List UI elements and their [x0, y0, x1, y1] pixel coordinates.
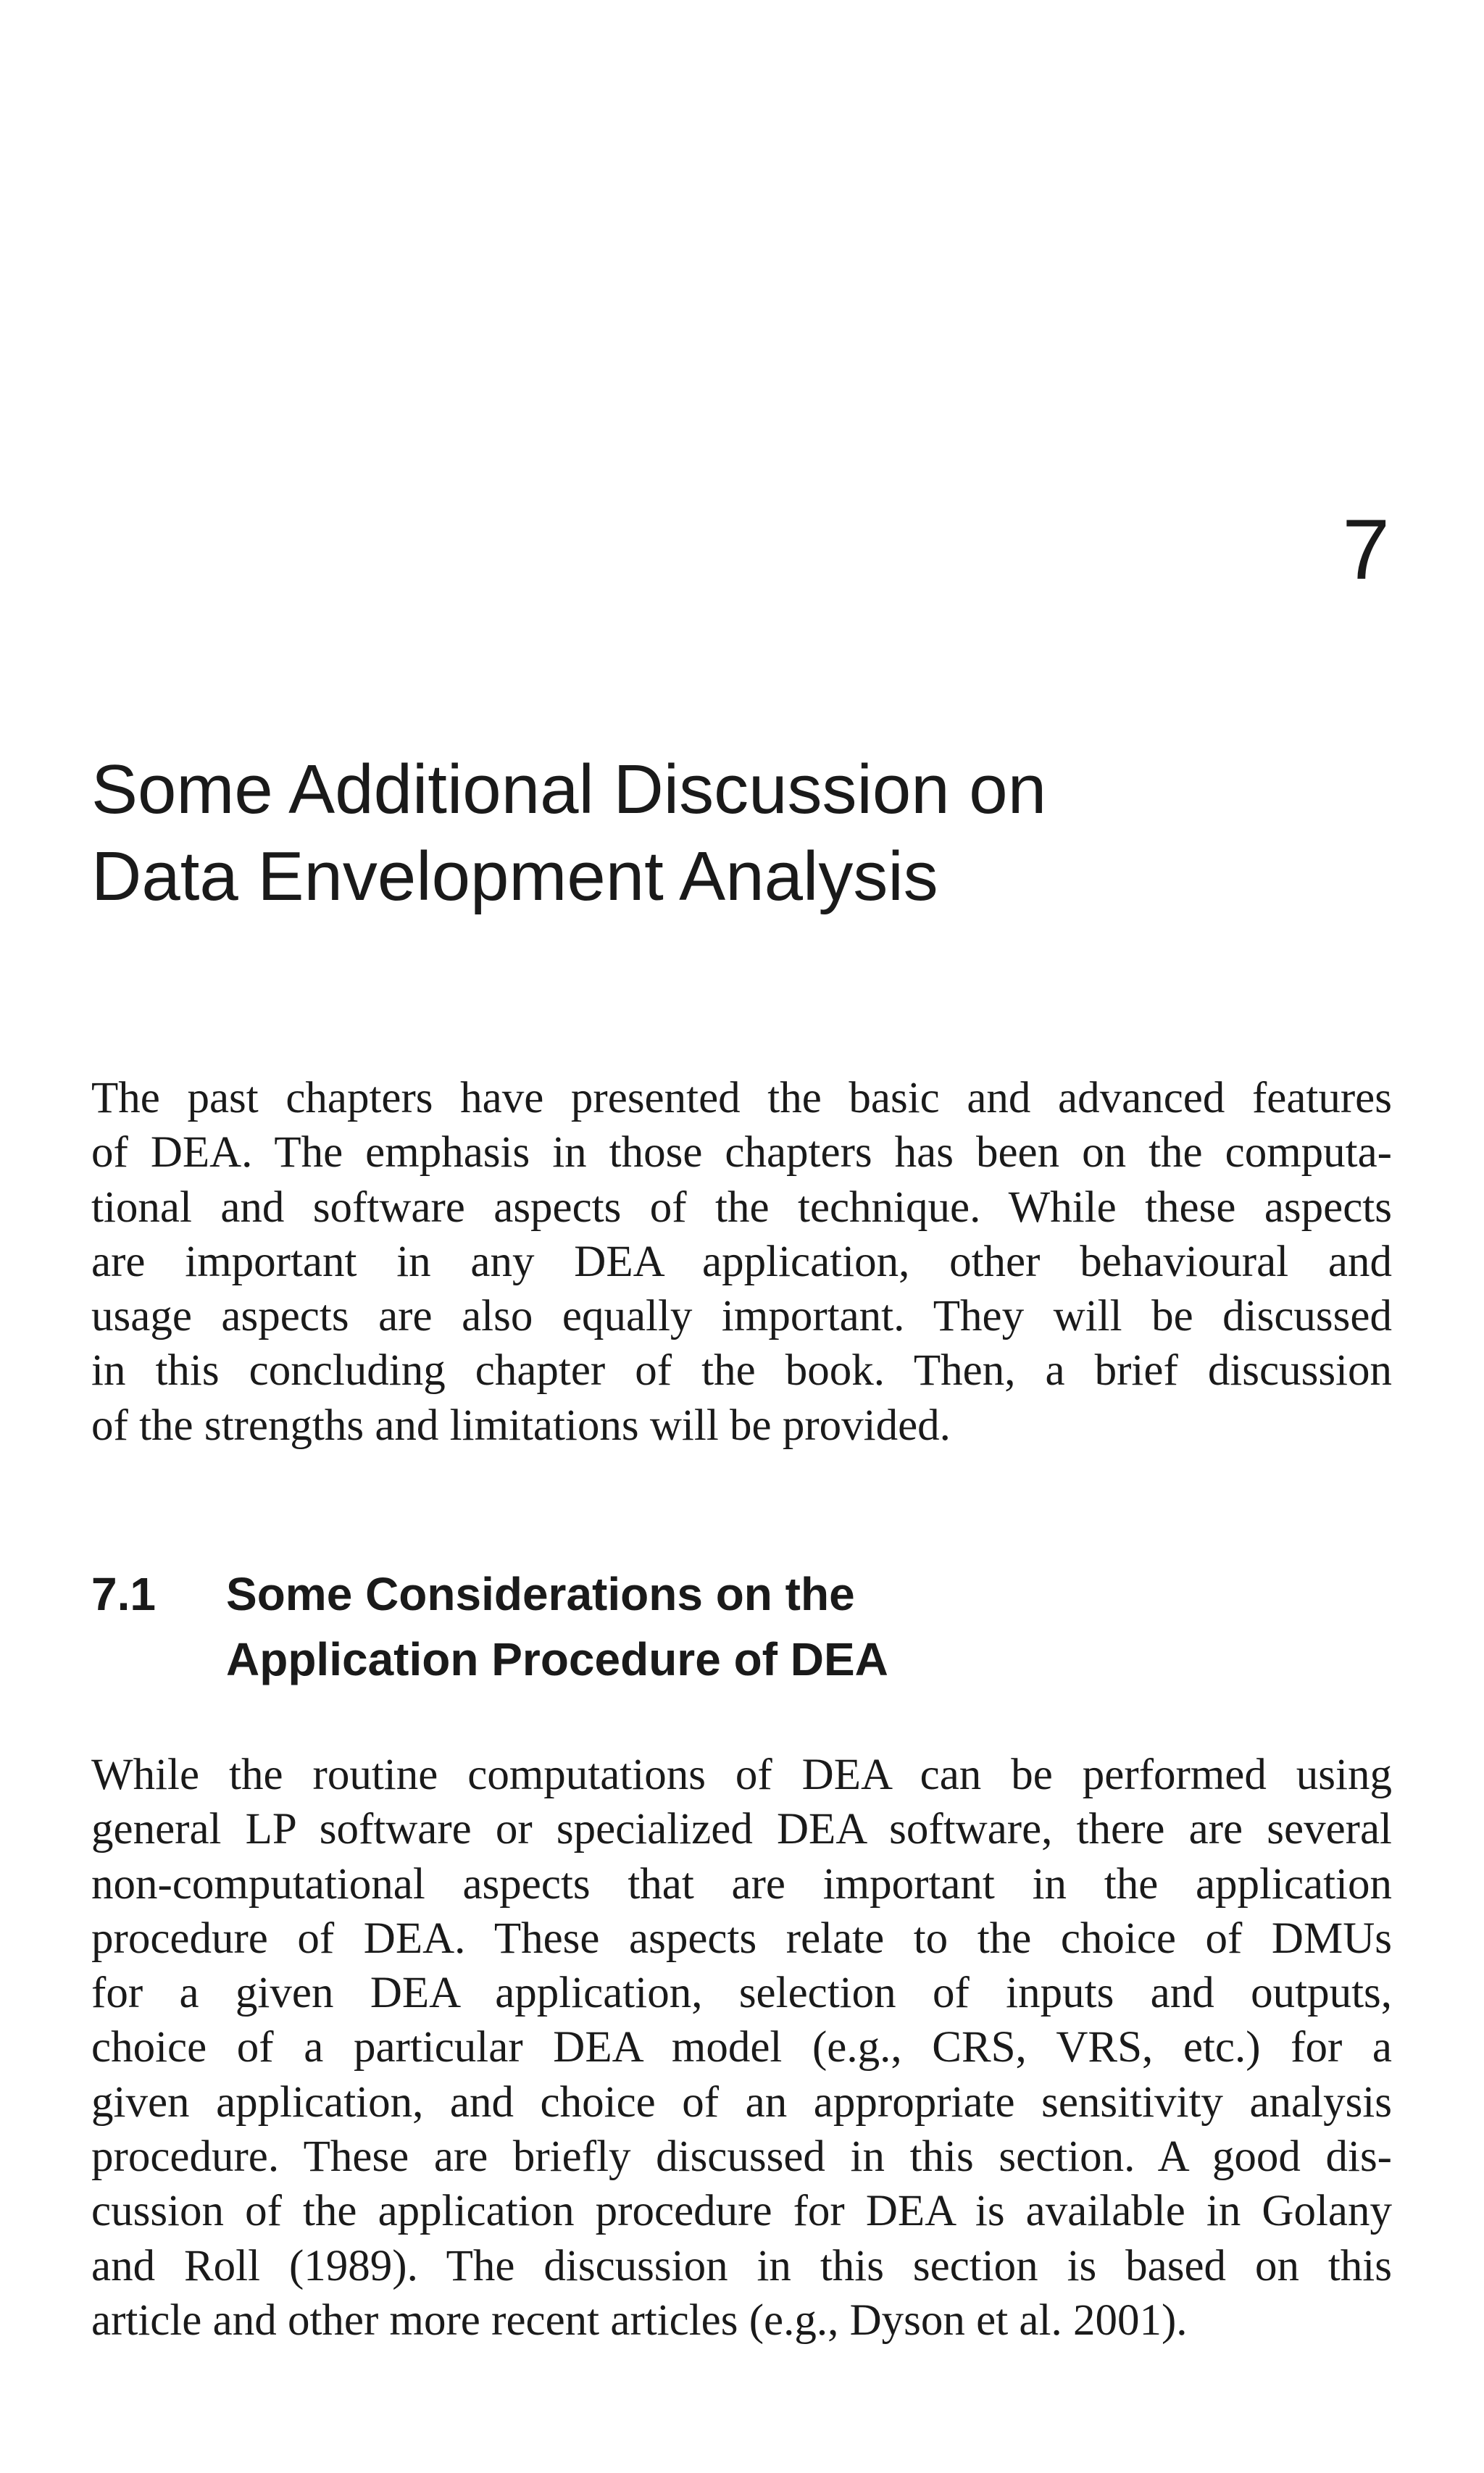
- text-line: The past chapters have presented the basic and advanced features: [91, 1074, 1392, 1122]
- text-line: cussion of the application procedure for DEA is available in Golany: [91, 2187, 1392, 2236]
- text-line: for a given DEA application, selection of inputs and outputs,: [91, 1969, 1392, 2018]
- section-paragraph: [91, 1748, 1392, 2348]
- text-line: general LP software or specialized DEA software, there are several: [91, 1805, 1392, 1854]
- intro-paragraph: [91, 1071, 1392, 1453]
- text-line: in this concluding chapter of the book. Then, a brief discussion: [91, 1346, 1392, 1396]
- section-title-line: Application Procedure of DEA: [226, 1633, 888, 1685]
- text-line: tional and software aspects of the technique. While these aspects: [91, 1183, 1392, 1232]
- chapter-number: 7: [1342, 502, 1390, 598]
- chapter-title-line: Some Additional Discussion on: [91, 751, 1047, 828]
- section-heading: [91, 1561, 888, 1692]
- text-line: given application, and choice of an appropriate sensitivity analysis: [91, 2077, 1392, 2127]
- text-line: While the routine computations of DEA can be performed using: [91, 1751, 1392, 1799]
- text-line: non-computational aspects that are important in the application: [91, 1859, 1392, 1909]
- text-line: of DEA. The emphasis in those chapters has been on the computa-: [91, 1128, 1392, 1177]
- chapter-title-line: Data Envelopment Analysis: [91, 838, 938, 915]
- chapter-title: [91, 746, 1323, 920]
- text-line: article and other more recent articles (e.g., Dyson et al. 2001).: [91, 2295, 1188, 2345]
- text-line: usage aspects are also equally important. They will be discussed: [91, 1292, 1392, 1341]
- section-title: [226, 1561, 888, 1692]
- text-line: of the strengths and limitations will be provided.: [91, 1401, 951, 1450]
- text-line: procedure. These are briefly discussed in this section. A good dis-: [91, 2132, 1392, 2182]
- text-line: procedure of DEA. These aspects relate to the choice of DMUs: [91, 1914, 1392, 1963]
- text-line: are important in any DEA application, other behavioural and: [91, 1237, 1392, 1286]
- text-line: choice of a particular DEA model (e.g., CRS, VRS, etc.) for a: [91, 2023, 1392, 2072]
- section-number: 7.1: [91, 1568, 156, 1620]
- section-title-line: Some Considerations on the: [226, 1568, 855, 1620]
- text-line: and Roll (1989). The discussion in this section is based on this: [91, 2241, 1392, 2290]
